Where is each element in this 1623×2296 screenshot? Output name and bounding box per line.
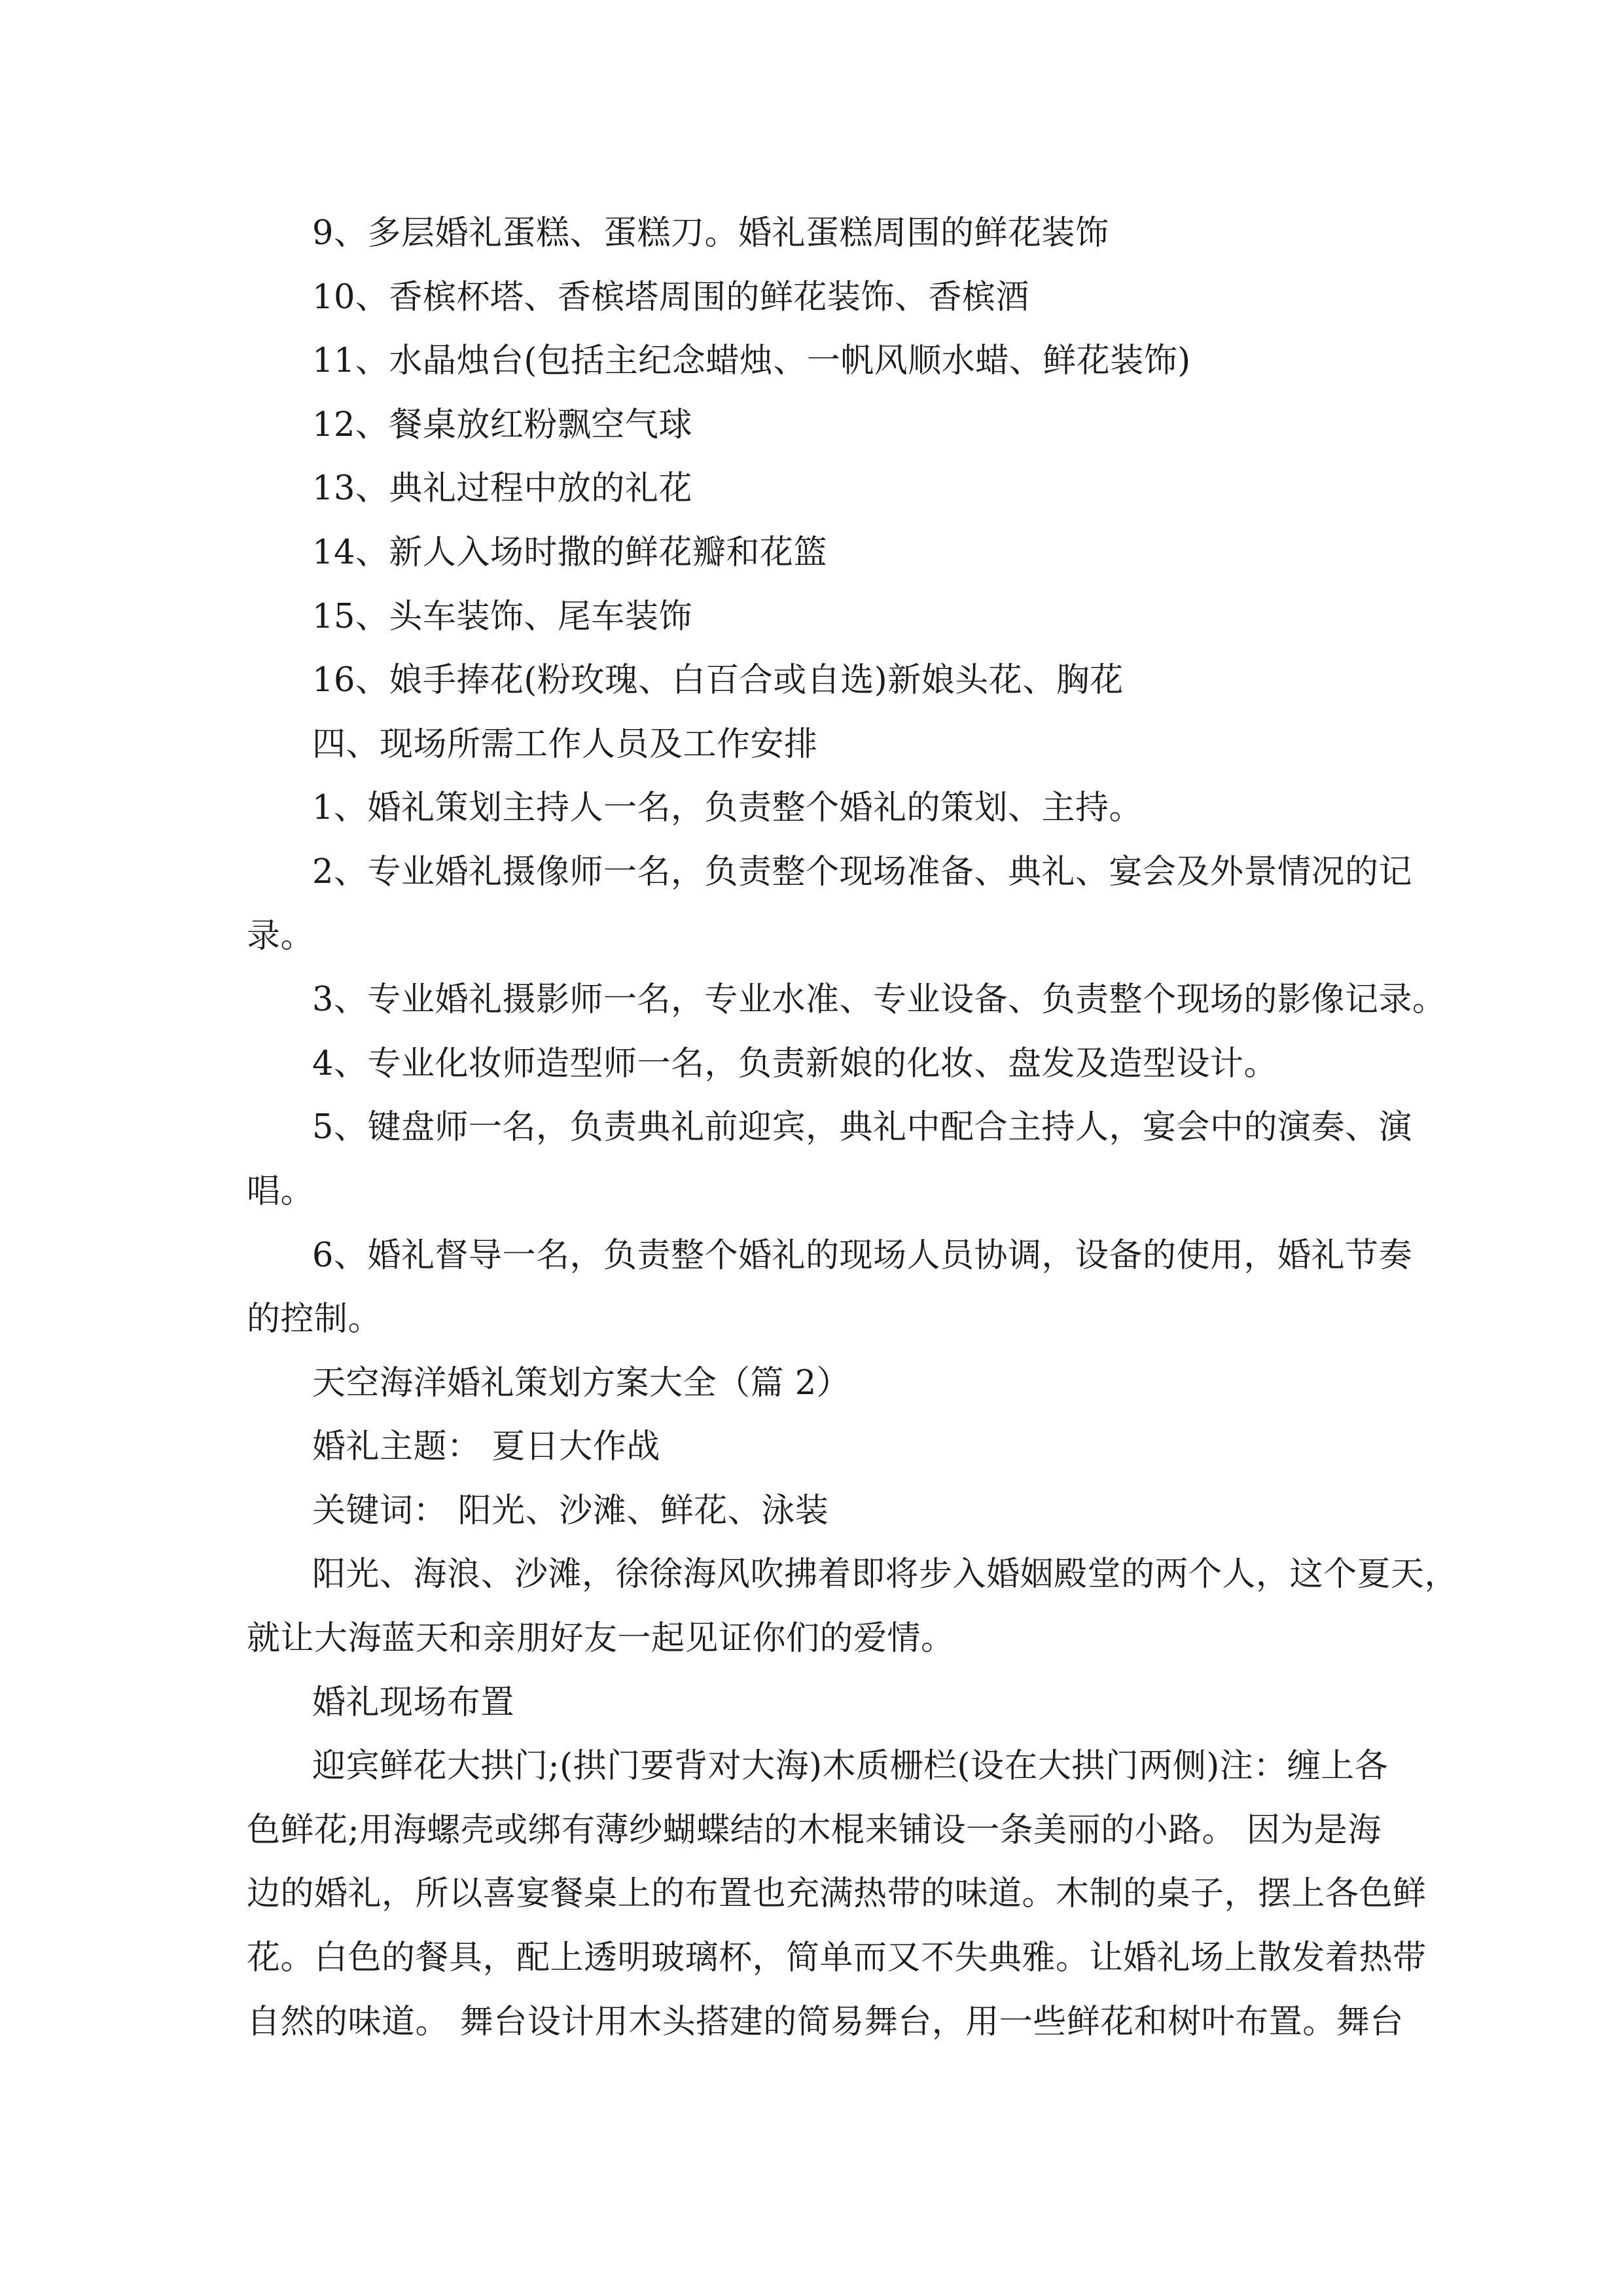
staff-item-2-line-2: 录。 [247, 916, 315, 956]
staff-item-1: 1、婚礼策划主持人一名，负责整个婚礼的策划、主持。 [312, 789, 1143, 828]
intro-line-1: 阳光、海浪、沙滩，徐徐海风吹拂着即将步入婚姻殿堂的两个人，这个夏天， [312, 1555, 1459, 1594]
staff-item-5-line-2: 唱。 [247, 1172, 315, 1211]
wedding-theme: 婚礼主题： 夏日大作战 [312, 1427, 660, 1467]
staff-item-5-line-1: 5、键盘师一名，负责典礼前迎宾，典礼中配合主持人，宴会中的演奏、演 [312, 1108, 1412, 1147]
list-item-9: 9、多层婚礼蛋糕、蛋糕刀。婚礼蛋糕周围的鲜花装饰 [312, 214, 1109, 253]
list-item-11: 11、水晶烛台(包括主纪念蜡烛、一帆风顺水蜡、鲜花装饰) [312, 342, 1191, 381]
venue-line-3: 边的婚礼，所以喜宴餐桌上的布置也充满热带的味道。木制的桌子，摆上各色鲜 [247, 1874, 1427, 1914]
list-item-13: 13、典礼过程中放的礼花 [312, 469, 692, 509]
list-item-12: 12、餐桌放红粉飘空气球 [312, 405, 692, 444]
venue-heading: 婚礼现场布置 [312, 1683, 515, 1722]
venue-line-4: 花。白色的餐具，配上透明玻璃杯，简单而又不失典雅。让婚礼场上散发着热带 [247, 1939, 1427, 1978]
venue-line-2: 色鲜花;用海螺壳或绑有薄纱蝴蝶结的木棍来铺设一条美丽的小路。 因为是海 [247, 1810, 1382, 1850]
staff-item-6-line-1: 6、婚礼督导一名，负责整个婚礼的现场人员协调，设备的使用，婚礼节奏 [312, 1236, 1412, 1275]
list-item-10: 10、香槟杯塔、香槟塔周围的鲜花装饰、香槟酒 [312, 278, 1029, 317]
staff-item-3: 3、专业婚礼摄影师一名，专业水准、专业设备、负责整个现场的影像记录。 [312, 980, 1446, 1020]
list-item-16: 16、娘手捧花(粉玫瑰、白百合或自选)新娘头花、胸花 [312, 661, 1124, 700]
keywords: 关键词： 阳光、沙滩、鲜花、泳装 [312, 1491, 829, 1530]
staff-item-4: 4、专业化妆师造型师一名，负责新娘的化妆、盘发及造型设计。 [312, 1044, 1277, 1083]
intro-line-2: 就让大海蓝天和亲朋好友一起见证你们的爱情。 [247, 1619, 955, 1659]
venue-line-5: 自然的味道。 舞台设计用木头搭建的简易舞台，用一些鲜花和树叶布置。舞台 [247, 2002, 1404, 2041]
section-heading: 四、现场所需工作人员及工作安排 [312, 725, 818, 764]
document-body [247, 202, 1459, 2054]
staff-item-2-line-1: 2、专业婚礼摄像师一名，负责整个现场准备、典礼、宴会及外景情况的记 [312, 852, 1412, 891]
list-item-15: 15、头车装饰、尾车装饰 [312, 597, 692, 636]
staff-item-6-line-2: 的控制。 [247, 1300, 382, 1339]
list-item-14: 14、新人入场时撒的鲜花瓣和花篮 [312, 533, 827, 572]
venue-line-1: 迎宾鲜花大拱门;(拱门要背对大海)木质栅栏(设在大拱门两侧)注：缠上各 [312, 1747, 1389, 1786]
article-title: 天空海洋婚礼策划方案大全（篇 2） [312, 1363, 851, 1403]
